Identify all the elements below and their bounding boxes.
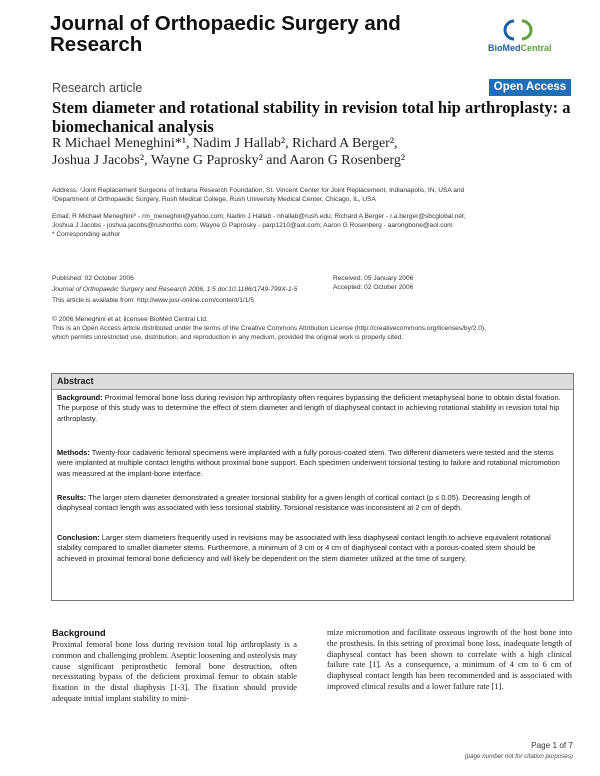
email-line-2[interactable]: Joshua J Jacobs - joshua.jacobs@rushortho.com; Wayne G Paprosky - parp1210@aol.com; Aaron G Rosenberg - aarongbone@aol.com	[52, 222, 453, 230]
biomed-central-logo[interactable]	[474, 18, 564, 58]
publisher-bio: BioMed	[488, 43, 521, 53]
author-line-1: R Michael Meneghini*¹, Nadim J Hallab², Richard A Berger²,	[52, 136, 398, 151]
citation: Journal of Orthopaedic Surgery and Research 2006, 1:5 doi:10.1186/1749-799X-1-5	[52, 286, 298, 294]
page-number-note: (page number not for citation purposes)	[464, 753, 573, 760]
author-list	[52, 135, 572, 169]
license-line-2: which permits unrestricted use, distribution, and reproduction in any medium, provided the original work is properly cited.	[52, 334, 404, 342]
article-type: Research article	[52, 81, 143, 95]
published-date: Published: 02 October 2006	[52, 275, 134, 282]
publisher-central: Central	[520, 43, 552, 53]
copyright-line: © 2006 Meneghini et al; licensee BioMed Central Ltd.	[52, 316, 208, 323]
author-emails	[52, 212, 572, 240]
abstract-methods: Methods: Twenty-four cadaveric femoral specimens were implanted with a fully porous-coated stem. Two different diameters were tested and the stems were implanted at multiple contact lengths without proximal bone support. Each specimen underwent torsional testing to failure and rotational micromotion was measured at the implant-bone interface.	[57, 448, 560, 478]
journal-title: Journal of Orthopaedic Surgery and Research	[50, 12, 401, 56]
article-url[interactable]: This article is available from: http://www.josr-online.com/content/1/1/5	[52, 297, 254, 305]
abstract-conclusion: Conclusion: Larger stem diameters frequently used in revisions may be associated with less diaphyseal contact length to achieve equivalent rotational stability compared to smaller diameter stems. Furthermore, a minimum of 3 cm or 4 cm of diaphyseal contact with a porous-coated stem should be achieved in proximal femoral bone deficiency and will likely be dependent on the stem diameter utilized at the time of surgery.	[57, 533, 551, 563]
abstract-box	[51, 373, 574, 601]
address-line-1: Address: ¹Joint Replacement Surgeons of Indiana Research Foundation, St. Vincent Center for Joint Replacement, Indianapolis, IN, USA and	[52, 187, 465, 194]
abstract-results: Results: The larger stem diameter demonstrated a greater torsional stability for a given length of cortical contact (p ≤ 0.05). Decreasing length of diaphyseal contact length was associated with less torsional stability. Torsional resistance was inconsistent at 2 cm of depth.	[57, 493, 531, 513]
publisher-name	[488, 43, 552, 53]
affiliations	[52, 186, 572, 204]
publication-dates	[333, 274, 533, 292]
open-access-badge: Open Access	[489, 79, 571, 96]
received-date: Received: 05 January 2006	[333, 275, 414, 282]
biomed-central-logo-icon	[502, 18, 534, 42]
page-number: Page 1 of 7	[531, 741, 573, 750]
body-right-column: mize micromotion and facilitate osseous ingrowth of the host bone into the prosthesis. In this setting of proximal bone loss, inadequate length of diaphyseal contact has been shown to correlate with a high clinical failure rate [1]. As a consequence, a minimum of 4 cm to 6 cm of diaphyseal contact length has been recommended and is associated with improved clinical results and a lower failure rate [1].	[327, 628, 572, 691]
license-line-1[interactable]: This is an Open Access article distributed under the terms of the Creative Commons Attribution License (http://creativecommons.org/licenses/by/2.0),	[52, 325, 486, 333]
abstract-background: Background: Proximal femoral bone loss during revision hip arthroplasty often requires bypassing the deficient metaphyseal bone to obtain distal fixation. The purpose of this study was to determine the effect of stem diameter and length of diaphyseal contact in achieving rotational stability in revision total hip arthroplasty.	[57, 393, 561, 423]
accepted-date: Accepted: 02 October 2006	[333, 284, 414, 292]
author-line-2: Joshua J Jacobs², Wayne G Paprosky² and Aaron G Rosenberg²	[52, 153, 406, 168]
body-left-column: Proximal femoral bone loss during revision total hip arthroplasty is a common and challenging problem. Aseptic loosening and osteolysis may cause significant periprosthetic femoral bone destruction, often necessitating bypass of the deficient proximal femur to obtain stable fixation in the distal diaphysis [1-3]. The fixation should provide adequate initial implant stability to mini-	[52, 640, 297, 703]
email-line-1[interactable]: Email: R Michael Meneghini* - rm_meneghini@yahoo.com; Nadim J Hallab - nhallab@rush.edu; Richard A Berger - r.a.berger@sbcglobal.net;	[52, 213, 466, 220]
background-heading: Background	[52, 628, 106, 638]
paper-title: Stem diameter and rotational stability in revision total hip arthroplasty: a biomechanical analysis	[52, 98, 571, 136]
publication-info	[52, 274, 332, 306]
corresponding-author-note: * Corresponding author	[52, 231, 121, 239]
license-block	[52, 315, 572, 343]
address-line-2: ²Department of Orthopaedic Surgery, Rush Medical College, Rush University Medical Center, Chicago, IL, USA	[52, 196, 376, 204]
abstract-heading: Abstract	[52, 374, 573, 390]
